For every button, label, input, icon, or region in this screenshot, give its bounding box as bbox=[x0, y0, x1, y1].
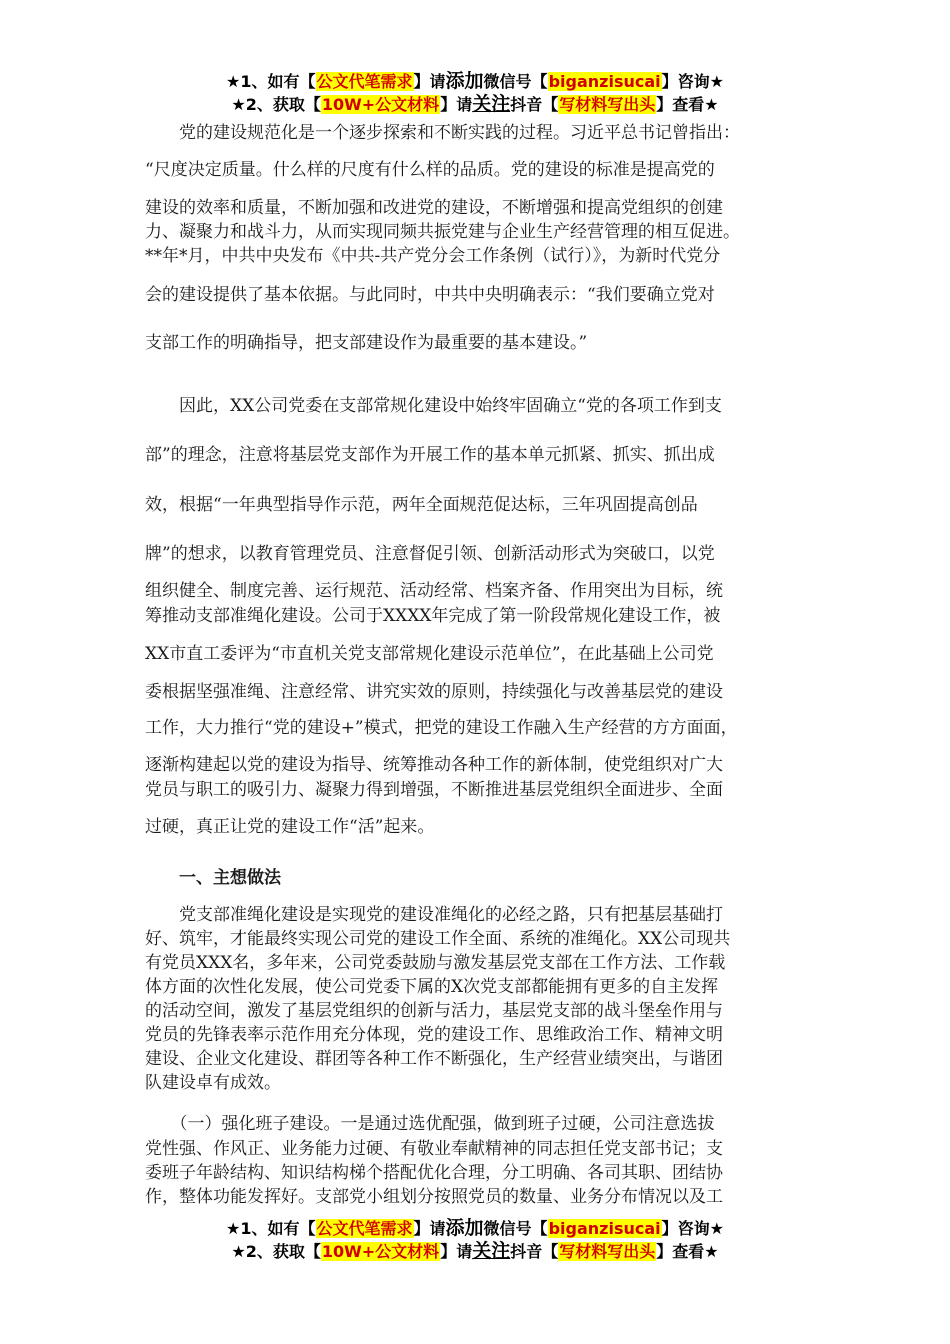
promo-text: ★2、获取【 bbox=[231, 1242, 321, 1261]
promo-text: 】请 bbox=[413, 72, 446, 91]
body-line: 党支部准绳化建设是实现党的建设准绳化的必经之路，只有把基层基础打 bbox=[145, 905, 723, 925]
body-line: 会的建设提供了基本依据。与此同时，中共中央明确表示：“我们要确立党对 bbox=[145, 285, 715, 305]
promo-line-2-bottom bbox=[0, 1240, 950, 1263]
body-line: 党性强、作风正、业务能力过硬、有敬业奉献精神的同志担任党支部书记；支 bbox=[145, 1139, 723, 1159]
body-line: 委班子年龄结构、知识结构梯个搭配优化合理，分工明确、各司其职、团结协 bbox=[145, 1163, 723, 1183]
body-line: 的活动空间，激发了基层党组织的创新与活力，基层党支部的战斗堡垒作用与 bbox=[145, 1001, 723, 1021]
body-line: 体方面的次性化发展，使公司党委下属的X次党支部都能拥有更多的自主发挥 bbox=[145, 977, 719, 997]
body-line: 效，根据“一年典型指导作示范，两年全面规范促达标，三年巩固提高创品 bbox=[145, 495, 698, 515]
body-line: 建设的效率和质量，不断加强和改进党的建设，不断增强和提高党组织的创建 bbox=[145, 198, 723, 218]
body-line: 支部工作的明确指导，把支部建设作为最重要的基本建设。” bbox=[145, 333, 588, 353]
body-line: 部”的理念，注意将基层党支部作为开展工作的基本单元抓紧、抓实、抓出成 bbox=[145, 445, 715, 465]
promo-text: 抖音【 bbox=[510, 1242, 559, 1261]
promo-line-1-bottom bbox=[0, 1217, 950, 1240]
promo-text: 】查看★ bbox=[656, 95, 719, 114]
promo-text: 】请 bbox=[413, 1219, 446, 1238]
body-line: 好、筑牢，才能最终实现公司党的建设工作全面、系统的准绳化。XX公司现共 bbox=[145, 929, 731, 949]
section-heading: 一、主想做法 bbox=[145, 868, 281, 888]
promo-line-2-top bbox=[0, 93, 950, 116]
body-line: 组织健全、制度完善、运行规范、活动经常、档案齐备、作用突出为目标，统 bbox=[145, 581, 723, 601]
body-line: 委根据坚强准绳、注意经常、讲究实效的原则，持续强化与改善基层党的建设 bbox=[145, 682, 723, 702]
promo-text: ★2、获取【 bbox=[231, 95, 321, 114]
promo-highlight: 公文代笔需求 bbox=[316, 72, 413, 91]
body-line: 作，整体功能发挥好。支部党小组划分按照党员的数量、业务分布情况以及工 bbox=[145, 1187, 723, 1207]
promo-text: 微信号【 bbox=[483, 72, 548, 91]
body-line: 工作，大力推行“党的建设+”模式，把党的建设工作融入生产经营的方方面面， bbox=[145, 718, 738, 738]
promo-text: 】咨询★ bbox=[661, 72, 724, 91]
promo-line-1-top bbox=[0, 70, 950, 93]
promo-text: 】查看★ bbox=[656, 1242, 719, 1261]
promo-wechat-id: biganzisucai bbox=[548, 1219, 661, 1238]
body-line: 有党员XXX名，多年来，公司党委鼓励与激发基层党支部在工作方法、工作载 bbox=[145, 953, 726, 973]
promo-douyin-id: 写材料写出头 bbox=[559, 1242, 656, 1261]
body-line: “尺度决定质量。什么样的尺度有什么样的品质。党的建设的标准是提高党的 bbox=[145, 160, 715, 180]
body-line: 牌”的想求，以教育管理党员、注意督促引领、创新活动形式为突破口，以党 bbox=[145, 544, 715, 564]
promo-highlight: 10W+公文材料 bbox=[321, 95, 440, 114]
promo-text: 抖音【 bbox=[510, 95, 559, 114]
promo-emphasis: 添加 bbox=[445, 1217, 484, 1239]
body-line: 因此，XX公司党委在支部常规化建设中始终牢固确立“党的各项工作到支 bbox=[145, 396, 722, 416]
promo-text: ★1、如有【 bbox=[226, 72, 316, 91]
promo-douyin-id: 写材料写出头 bbox=[559, 95, 656, 114]
body-line: 党员与职工的吸引力、凝聚力得到增强，不断推进基层党组织全面进步、全面 bbox=[145, 780, 723, 800]
body-line: 党员的先锋表率示范作用充分体现，党的建设工作、思维政治工作、精神文明 bbox=[145, 1025, 723, 1045]
body-line: 党的建设规范化是一个逐步探索和不断实践的过程。习近平总书记曾指出： bbox=[145, 123, 740, 143]
body-line: 队建设卓有成效。 bbox=[145, 1073, 281, 1093]
promo-wechat-id: biganzisucai bbox=[548, 72, 661, 91]
promo-text: ★1、如有【 bbox=[226, 1219, 316, 1238]
promo-emphasis: 关注 bbox=[472, 93, 511, 115]
body-line: 筹推动支部准绳化建设。公司于XXXX年完成了第一阶段常规化建设工作，被 bbox=[145, 606, 721, 626]
promo-text: 】咨询★ bbox=[661, 1219, 724, 1238]
promo-text: 】请 bbox=[440, 95, 473, 114]
promo-emphasis: 添加 bbox=[445, 70, 484, 92]
body-line: （一）强化班子建设。一是通过选优配强，做到班子过硬，公司注意选拔 bbox=[145, 1114, 715, 1134]
body-line: 过硬，真正让党的建设工作“活”起来。 bbox=[145, 817, 435, 837]
body-line: 逐渐构建起以党的建设为指导、统筹推动各种工作的新体制，使党组织对广大 bbox=[145, 755, 723, 775]
body-line: 建设、企业文化建设、群团等各种工作不断强化，生产经营业绩突出，与谐团 bbox=[145, 1049, 723, 1069]
body-line: 力、凝聚力和战斗力，从而实现同频共振党建与企业生产经营管理的相互促进。 bbox=[145, 222, 740, 242]
promo-text: 微信号【 bbox=[483, 1219, 548, 1238]
promo-text: 】请 bbox=[440, 1242, 473, 1261]
body-line: XX市直工委评为“市直机关党支部常规化建设示范单位”，在此基础上公司党 bbox=[145, 644, 714, 664]
promo-highlight: 公文代笔需求 bbox=[316, 1219, 413, 1238]
promo-highlight: 10W+公文材料 bbox=[321, 1242, 440, 1261]
promo-emphasis: 关注 bbox=[472, 1240, 511, 1262]
body-line: **年*月，中共中央发布《中共-共产党分会工作条例（试行）》，为新时代党分 bbox=[145, 246, 721, 266]
